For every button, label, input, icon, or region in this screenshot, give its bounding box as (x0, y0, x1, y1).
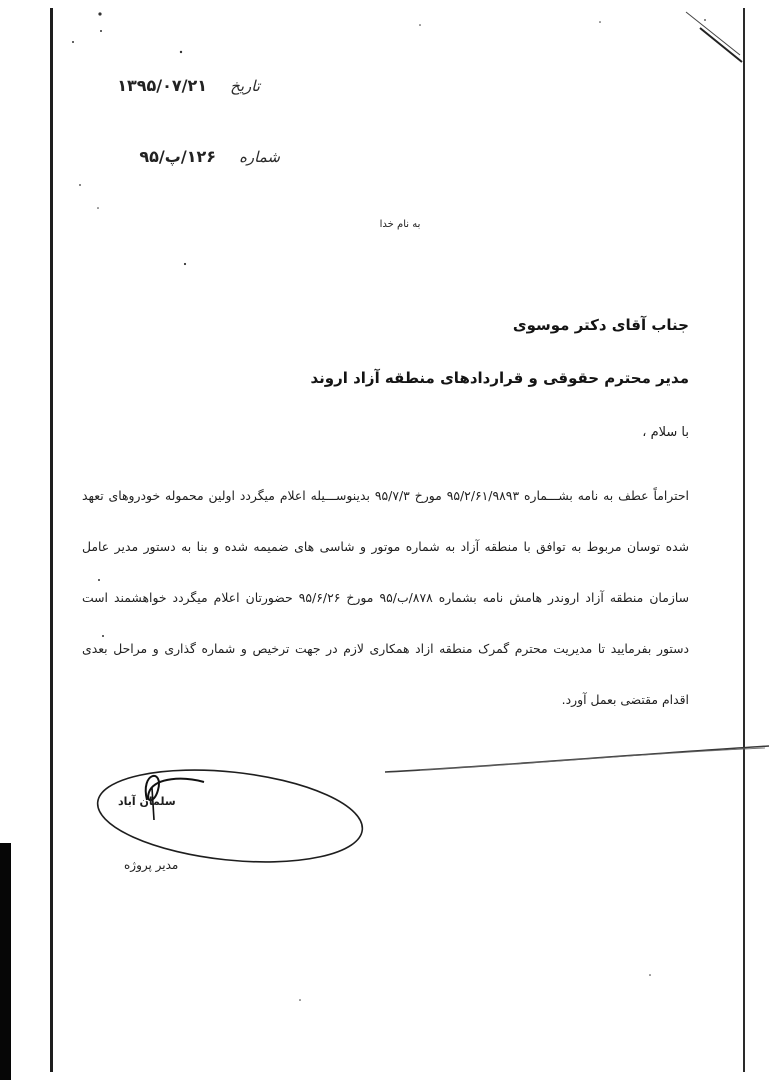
date-value: ۱۳۹۵/۰۷/۲۱ (117, 76, 208, 95)
recipient-name: جناب آقای دکتر موسوی (512, 316, 689, 334)
signer-title: مدیر پروژه (124, 858, 179, 872)
number-label: شماره (239, 148, 280, 166)
number-value: ۱۲۶/پ/۹۵ (139, 147, 216, 166)
recipient-title: مدیر محترم حقوقی و قراردادهای منطقه آزاد اروند (310, 369, 689, 387)
invocation: به نام خدا (379, 219, 421, 230)
signer-name: سلمان آباد (118, 795, 176, 808)
letter-body: احتراماً عطف به نامه بشـــماره ۹۵/۲/۶۱/۹۸۹۳ مورخ ۹۵/۷/۳ بدینوســـیله اعلام میگردد اولین محموله خودروهای تعهد شده توسان مربوط به توافق با منطقه آزاد به شماره موتور و شاسی های ضمیمه شده و بنا به دستور مدیر عامل سازمان منطقه آزاد اروندر هامش نامه بشماره ۸۷۸/ب/۹۵ مورخ ۹۵/۶/۲۶ حضورتان اعلام میگردد خواهشمند است دستور بفرمایید تا مدیریت محترم گمرک منطقه ازاد همکاری لازم در جهت ترخیص و شماره گذاری و مراحل بعدی اقدام مقتضی بعمل آورد. (82, 488, 689, 707)
letter-number-row (100, 147, 280, 166)
greeting: با سلام ، (642, 425, 689, 440)
pen-stroke (380, 740, 771, 780)
scan-edge-shadow (0, 843, 11, 1080)
date-label: تاریخ (230, 77, 260, 95)
signature-icon (92, 760, 372, 870)
date-row (100, 76, 260, 95)
